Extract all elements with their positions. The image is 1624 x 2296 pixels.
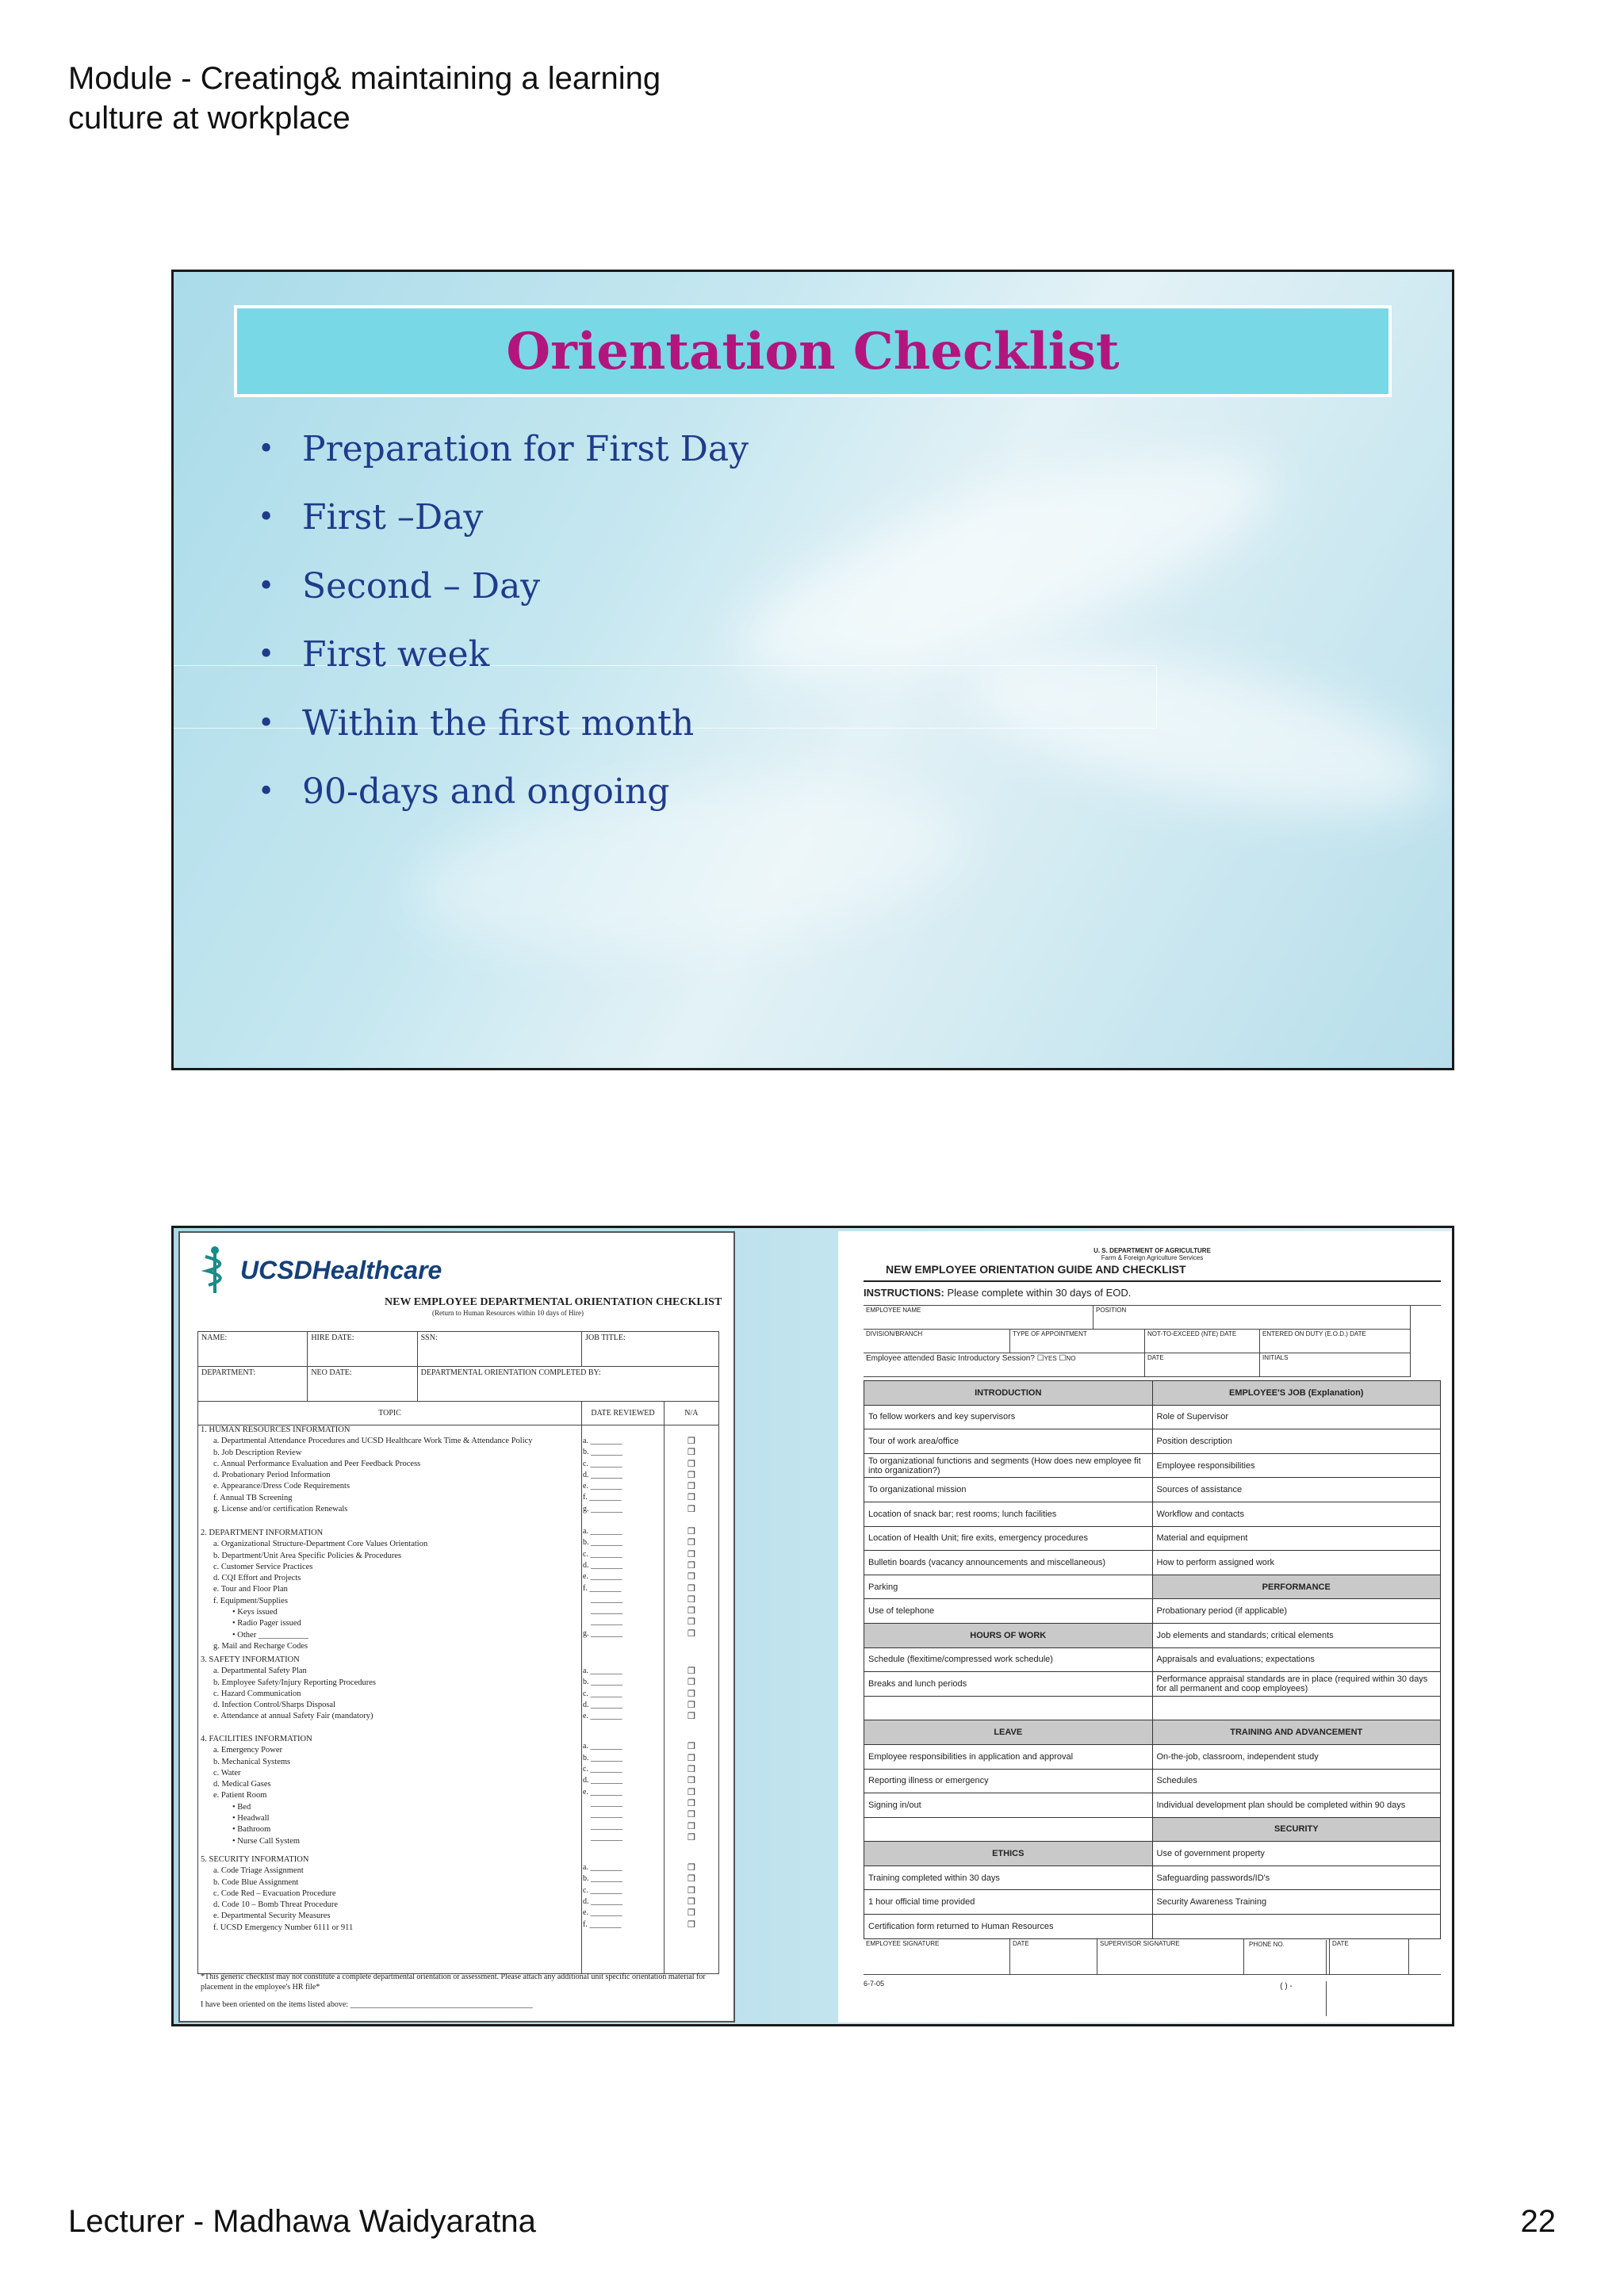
bullet-item — [247, 621, 749, 690]
meta-row: DIVISION/BRANCH TYPE OF APPOINTMENT NOT-TO-EXCEED (NTE) DATE ENTERED ON DUTY (E.O.D.) DATE — [864, 1330, 1441, 1353]
bullet-text: Second – Day — [302, 565, 541, 607]
form-subtitle: (Return to Human Resources within 10 days of Hire) — [432, 1309, 584, 1317]
usda-form-title: NEW EMPLOYEE ORIENTATION GUIDE AND CHECKLIST — [886, 1263, 1186, 1276]
bullet-dot-icon: • — [258, 638, 275, 672]
orientation-guide-table: INTRODUCTION EMPLOYEE'S JOB (Explanation) To fellow workers and key supervisors Role of Supervisor Tour of work area/office Position description To organizational functions and segments (How does new employee fit into organization?) Employee responsibilities To organizational mission Sources of assistance Location of snack bar; rest rooms; lunch facilities Workflow and contacts Location of Health Unit; fire exits, emergency procedures Material and equipment Bulletin boards (vacancy announcements and miscellaneous) How to perform assigned work Parking PERFORMANCE Use of telephone Probationary period (if applicable) HOURS OF WORK Job elements and standards; critical elements Schedule (flexitime/compressed work schedule) Appraisals and evaluations; expectations Breaks and lunch periods Performance appraisal standards are in place (required within 30 days for all permanent and coop employees) LEAVE TRAINING AND ADVANCEMENT Employee responsibilities in application and approval On-the-job, classroom, independent study Reporting illness or emergency Schedules Signing in/out Individual development plan should be completed within 90 days SECURITY ETHICS Use of government property Training completed within 30 days Safeguarding passwords/ID's 1 hour official time provided Security Awareness Training Certification form returned to Human Resources — [864, 1380, 1441, 1939]
checkbox-no[interactable]: ☐ — [1059, 1354, 1067, 1363]
date-field: DATE — [1330, 1939, 1409, 1974]
col-na: N/A — [664, 1402, 718, 1425]
ucsd-checklist-form — [178, 1231, 735, 2022]
bullet-text: First –Day — [302, 497, 484, 538]
meta-row: EMPLOYEE NAME POSITION — [864, 1305, 1441, 1330]
ucsd-brand-text: UCSDHealthcare — [240, 1255, 442, 1284]
field-completed-by: DEPARTMENTAL ORIENTATION COMPLETED BY: — [417, 1367, 718, 1402]
field-ssn: SSN: — [417, 1332, 581, 1367]
instructions: INSTRUCTIONS: Please complete within 30 days of EOD. — [864, 1287, 1132, 1299]
date-field: DATE — [1010, 1939, 1097, 1974]
bullet-list — [247, 415, 749, 826]
form-revision-date: 6-7-05 — [864, 1979, 885, 1988]
na-checkboxes[interactable]: ❒ ❒ ❒ ❒ ❒ ❒ ❒ ❒ ❒ ❒ ❒ ❒ ❒ ❒ ❒ ❒ ❒ ❒ ❒ ❒ — [688, 1667, 695, 1930]
bullet-item — [247, 484, 749, 553]
form-title: NEW EMPLOYEE DEPARTMENTAL ORIENTATION CHECKLIST — [385, 1296, 722, 1308]
date-blanks: a. ________ b. ________ c. ________ d. ________ e. ________ f. ________ g. ________ a. ________ b. ________ c. ________ d. ________ e. ________ f. ________ ________ ________ ________ g. ________ — [583, 1437, 622, 1638]
usda-orientation-form — [838, 1231, 1452, 2022]
bullet-dot-icon: • — [258, 432, 275, 465]
checkbox-yes[interactable]: ☐ — [1036, 1354, 1044, 1363]
bullet-item — [247, 415, 749, 484]
background-swoosh — [959, 620, 1450, 843]
bullet-dot-icon: • — [258, 775, 275, 809]
date-blanks: a. ________ b. ________ c. ________ d. ________ e. ________ a. ________ b. ________ c. ________ d. ________ e. ________ ________ ________ ________ ________ a. ________ b. ________ c. ________ d. ________ e. ________ f. ________ — [583, 1667, 622, 1929]
field-neo-date: NEO DATE: — [308, 1367, 417, 1402]
header-line-2: culture at workplace — [68, 101, 350, 136]
bullet-text: 90-days and ongoing — [302, 771, 670, 813]
caduceus-icon — [197, 1246, 232, 1295]
section-department-info: 2. DEPARTMENT INFORMATION a. Organizational Structure-Department Core Values Orientation b. Department/Unit Area Specific Policies & Procedures c. Customer Service Practices d. CQI Effort and Projects e. Tour and Floor Plan f. Equipment/Supplies • Keys issued • Radio Pager issued • Other ____________ g. Mail and Recharge Codes — [201, 1529, 428, 1651]
field-name: NAME: — [198, 1332, 308, 1367]
slide-orientation-checklist — [171, 270, 1454, 1070]
section-hr-info: 1. HUMAN RESOURCES INFORMATION a. Departmental Attendance Procedures and UCSD Healthcare Work Time & Attendance Policy b. Job Description Review c. Annual Performance Evaluation and Peer Feedback Process d. Probationary Period Information e. Appearance/Dress Code Requirements f. Annual TB Screening g. License and/or certification Renewals — [201, 1425, 533, 1514]
section-facilities-info: 4. FACILITIES INFORMATION a. Emergency Power b. Mechanical Systems c. Water d. Medical Gases e. Patient Room • Bed • Headwall • Bathroom • Nurse Call System — [201, 1735, 312, 1846]
slide-checklist-examples — [171, 1226, 1454, 2026]
supervisor-signature-field: SUPERVISOR SIGNATURE — [1097, 1939, 1244, 1974]
slide-title-box — [234, 305, 1392, 397]
form-footnote: *This generic checklist may not constitute a complete departmental orientation or assessment. Please attach any additional unit specific orientation material for placement in the employee's HR file* — [201, 1973, 706, 1992]
slide-title: Orientation Checklist — [506, 321, 1120, 381]
page-header — [68, 59, 661, 138]
bullet-dot-icon: • — [258, 569, 275, 603]
employee-signature-field: EMPLOYEE SIGNATURE — [864, 1939, 1010, 1974]
divider — [864, 1280, 1441, 1282]
phone-field: PHONE NO. ( ) - — [1244, 1939, 1330, 1974]
basic-session-question: Employee attended Basic Introductory Session? ☐YES ☐NO — [864, 1353, 1145, 1377]
field-hire-date: HIRE DATE: — [308, 1332, 417, 1367]
field-job-title: JOB TITLE: — [582, 1332, 719, 1367]
col-date-reviewed: DATE REVIEWED — [582, 1402, 665, 1425]
bullet-text: Within the first month — [302, 702, 695, 744]
bullet-text: Preparation for First Day — [302, 428, 749, 469]
bullet-item — [247, 758, 749, 827]
meta-row: Employee attended Basic Introductory Session? ☐YES ☐NO DATE INITIALS — [864, 1353, 1441, 1377]
agency-name: U. S. DEPARTMENT OF AGRICULTURE — [1094, 1247, 1211, 1254]
lecturer-name: Lecturer - Madhawa Waidyaratna — [68, 2204, 536, 2239]
agency-subname: Farm & Foreign Agriculture Services — [1101, 1254, 1204, 1261]
page-number: 22 — [1520, 2204, 1556, 2239]
field-department: DEPARTMENT: — [198, 1367, 308, 1402]
na-checkboxes[interactable]: ❒ ❒ ❒ ❒ ❒ ❒ ❒ ❒ ❒ ❒ ❒ ❒ ❒ ❒ ❒ ❒ ❒ — [688, 1437, 695, 1639]
section-safety-info: 3. SAFETY INFORMATION a. Departmental Safety Plan b. Employee Safety/Injury Reporting Procedures c. Hazard Communication d. Infection Control/Sharps Disposal e. Attendance at annual Safety Fair (mandatory) — [201, 1655, 376, 1721]
bullet-dot-icon: • — [258, 706, 275, 740]
col-topic: TOPIC — [198, 1402, 582, 1425]
bullet-item — [247, 552, 749, 621]
bullet-item — [247, 689, 749, 758]
bullet-text: First week — [302, 634, 490, 675]
ucsd-logo — [197, 1246, 716, 1295]
header-line-1: Module - Creating& maintaining a learning — [68, 61, 661, 96]
bullet-dot-icon: • — [258, 501, 275, 534]
section-security-info: 5. SECURITY INFORMATION a. Code Triage Assignment b. Code Blue Assignment c. Code Red – Evacuation Procedure d. Code 10 – Bomb Threat Procedure e. Departmental Security Measures f. UCSD Emergency Number 6111 or 911 — [201, 1855, 354, 1932]
attestation-line: I have been oriented on the items listed above: ______________________________________________ — [201, 2000, 533, 2009]
